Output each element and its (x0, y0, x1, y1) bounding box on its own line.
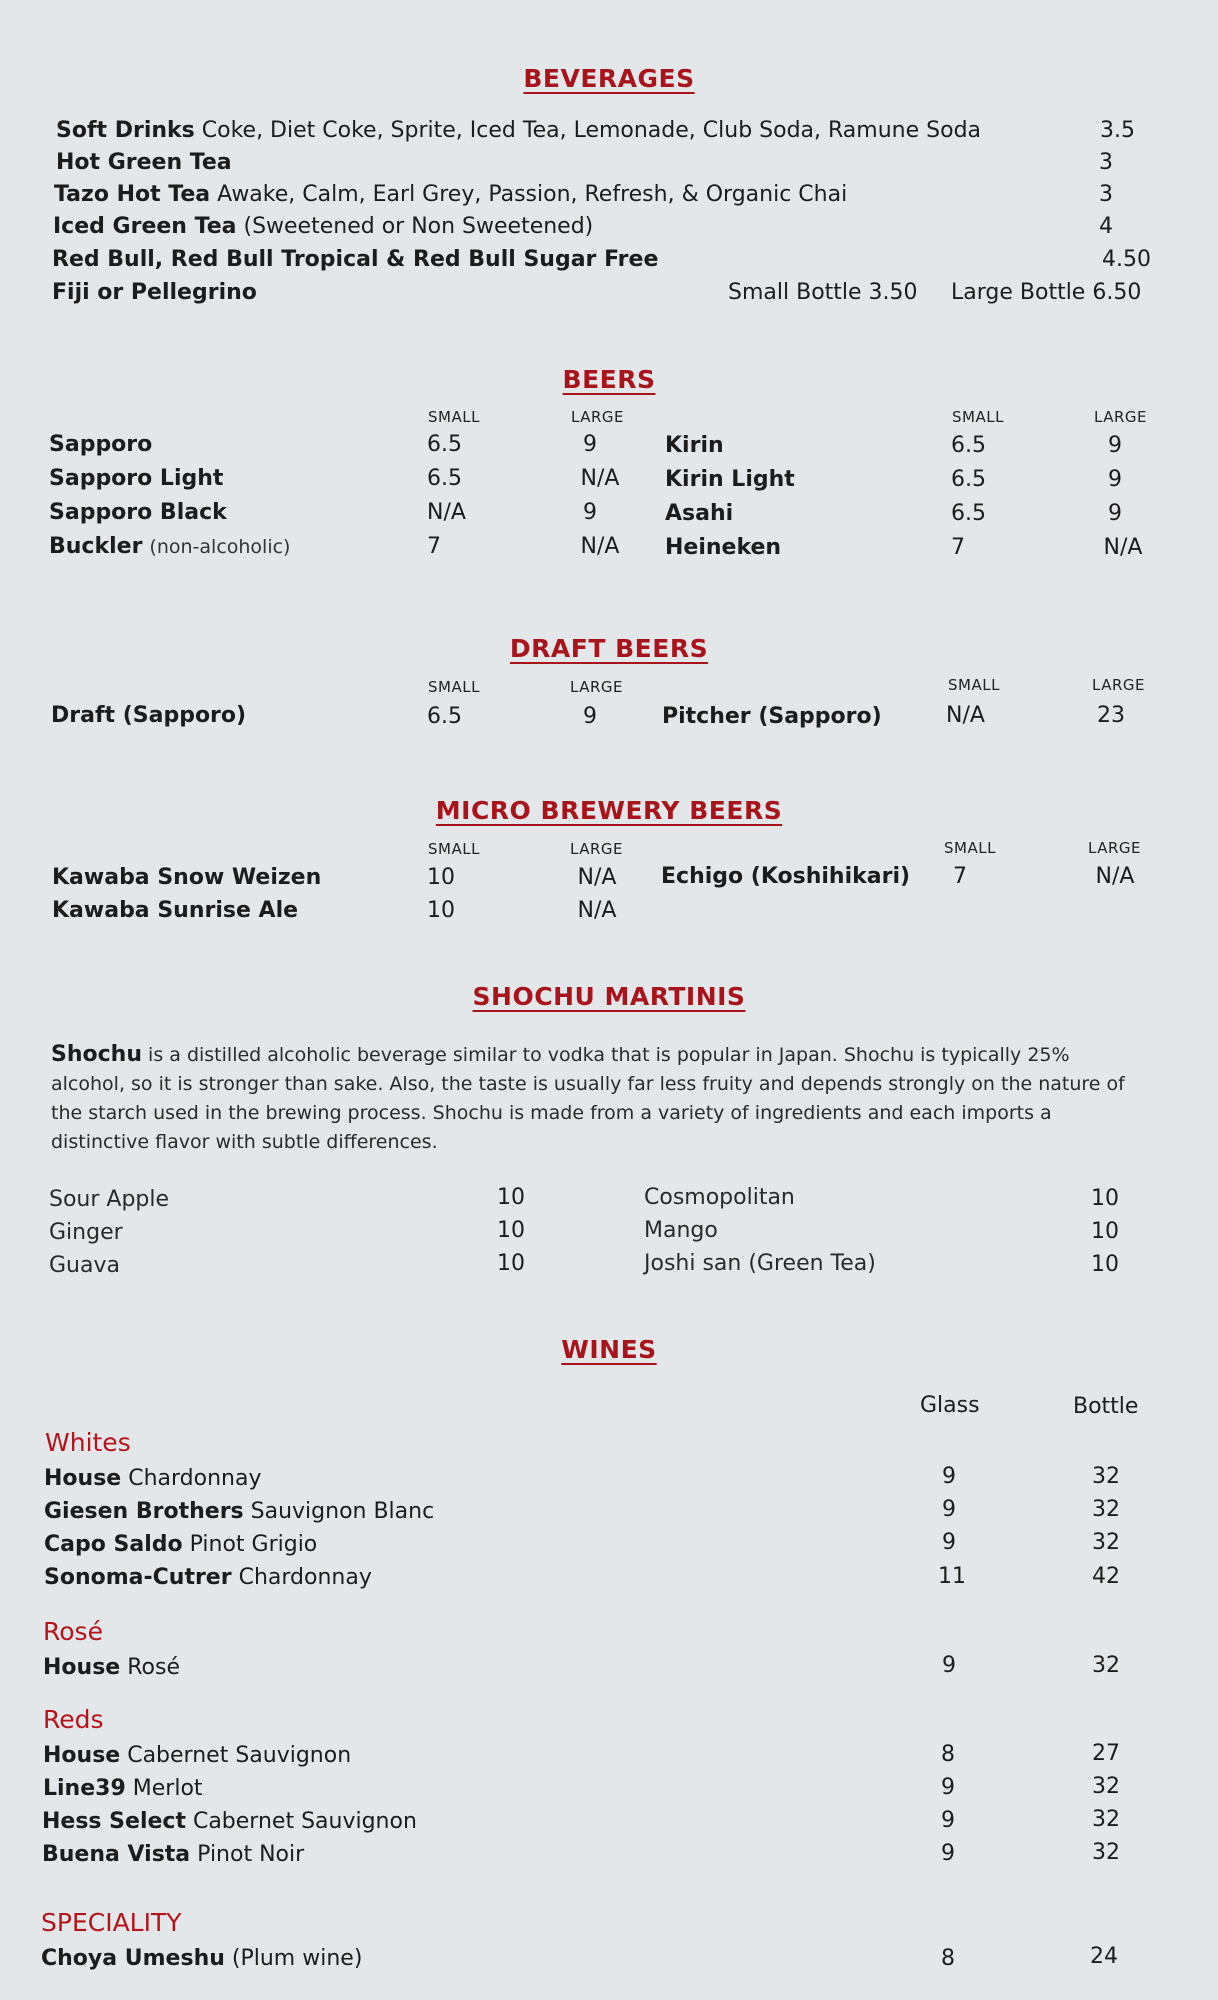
beer-item (49, 431, 152, 459)
martini-price: 10 (1091, 1219, 1119, 1244)
bottle-price: 32 (1092, 1840, 1120, 1865)
wine-brand: Sonoma-Cutrer (44, 1565, 232, 1590)
wine-category-speciality: SPECIALITY (41, 1908, 182, 1937)
wine-category-whites: Whites (45, 1428, 131, 1457)
wine-item (44, 1564, 372, 1592)
wine-variety: Merlot (132, 1776, 203, 1801)
small-price: 7 (951, 535, 965, 560)
large-column-label: LARGE (1094, 408, 1147, 426)
bottle-price: 32 (1092, 1464, 1120, 1489)
item-name: Tazo Hot Tea (54, 182, 211, 207)
item-name: Fiji or Pellegrino (52, 280, 257, 305)
large-price: N/A (577, 898, 617, 923)
item-name: Draft (Sapporo) (51, 703, 247, 728)
martini-price: 10 (497, 1251, 525, 1276)
wine-brand: Buena Vista (42, 1842, 191, 1867)
wine-category-rose: Rosé (43, 1617, 103, 1646)
glass-price: 8 (941, 1946, 955, 1971)
bottle-price: 42 (1092, 1564, 1120, 1589)
wine-brand: Choya Umeshu (41, 1946, 225, 1971)
large-price: N/A (1095, 864, 1135, 889)
wine-brand: House (43, 1655, 121, 1680)
large-column-label: LARGE (1088, 839, 1141, 857)
wine-category-reds: Reds (43, 1705, 104, 1734)
bottle-price: 32 (1092, 1807, 1120, 1832)
small-price: 6.5 (951, 433, 986, 458)
item-name: Red Bull, Red Bull Tropical & Red Bull Sugar Free (52, 247, 659, 272)
item-name: Buckler (49, 534, 143, 559)
martini-name: Mango (644, 1218, 718, 1243)
shochu-description (51, 1040, 1131, 1157)
bottle-column-label: Bottle (1073, 1394, 1139, 1419)
wine-variety: (Plum wine) (231, 1946, 363, 1971)
wine-variety: Chardonnay (128, 1466, 262, 1491)
beverage-item (53, 213, 593, 241)
martini-price: 10 (1091, 1252, 1119, 1277)
martini-name: Guava (49, 1253, 120, 1278)
glass-price: 9 (941, 1841, 955, 1866)
beer-item (49, 533, 290, 561)
item-name: Heineken (665, 535, 782, 560)
item-name: Kawaba Sunrise Ale (52, 898, 299, 923)
small-column-label: SMALL (428, 840, 480, 858)
large-bottle-price: Large Bottle 6.50 (951, 280, 1142, 305)
item-price: 3.5 (1100, 118, 1135, 143)
item-price: 3 (1099, 150, 1113, 175)
item-price: 4 (1099, 214, 1113, 239)
martini-name: Sour Apple (49, 1187, 170, 1212)
wine-item (42, 1841, 304, 1869)
glass-column-label: Glass (920, 1393, 980, 1418)
large-price: 9 (583, 500, 597, 525)
small-bottle-price: Small Bottle 3.50 (728, 280, 918, 305)
beer-item (49, 465, 223, 493)
martini-price: 10 (497, 1218, 525, 1243)
martini-name: Joshi san (Green Tea) (644, 1251, 876, 1276)
item-name: Echigo (Koshihikari) (661, 864, 911, 889)
small-price: 7 (953, 864, 967, 889)
small-column-label: SMALL (948, 676, 1000, 694)
wine-brand: Line39 (43, 1776, 126, 1801)
shochu-term: Shochu (51, 1042, 142, 1067)
wine-variety: Sauvignon Blanc (250, 1499, 435, 1524)
bottle-price: 27 (1092, 1741, 1120, 1766)
item-desc: Coke, Diet Coke, Sprite, Iced Tea, Lemonade, Club Soda, Ramune Soda (201, 118, 982, 143)
wine-brand: Giesen Brothers (44, 1499, 244, 1524)
glass-price: 9 (942, 1464, 956, 1489)
wine-variety: Chardonnay (238, 1565, 372, 1590)
small-price: 6.5 (951, 467, 986, 492)
beverage-item (56, 117, 981, 145)
item-name: Sapporo Black (49, 500, 227, 525)
bottle-price: 32 (1092, 1497, 1120, 1522)
item-name: Sapporo (49, 432, 153, 457)
small-column-label: SMALL (952, 408, 1004, 426)
large-column-label: LARGE (570, 840, 623, 858)
bottle-price: 32 (1092, 1653, 1120, 1678)
wine-variety: Pinot Noir (197, 1842, 305, 1867)
small-column-label: SMALL (428, 408, 480, 426)
micro-brewery-heading: MICRO BREWERY BEERS (435, 796, 783, 825)
large-price: N/A (580, 534, 620, 559)
beverages-heading: BEVERAGES (523, 64, 695, 93)
item-name: Iced Green Tea (53, 214, 237, 239)
martini-name: Cosmopolitan (644, 1185, 795, 1210)
wine-item (43, 1742, 351, 1770)
item-note: (non-alcoholic) (149, 536, 291, 558)
glass-price: 9 (942, 1530, 956, 1555)
glass-price: 11 (938, 1564, 966, 1589)
beers-heading: BEERS (562, 365, 656, 394)
item-desc: (Sweetened or Non Sweetened) (243, 214, 594, 239)
large-price: 9 (1108, 467, 1122, 492)
wine-item (42, 1808, 417, 1836)
large-price: 9 (1108, 501, 1122, 526)
glass-price: 9 (941, 1775, 955, 1800)
small-price: 7 (427, 534, 441, 559)
large-price: N/A (580, 466, 620, 491)
small-price: N/A (946, 703, 985, 728)
large-column-label: LARGE (1092, 676, 1145, 694)
wine-item (44, 1465, 261, 1493)
wine-item (44, 1531, 317, 1559)
item-name: Asahi (665, 501, 734, 526)
wine-variety: Pinot Grigio (189, 1532, 318, 1557)
large-price: 9 (583, 432, 597, 457)
small-price: 6.5 (427, 704, 462, 729)
small-price: 6.5 (427, 466, 462, 491)
item-name: Kirin (665, 433, 724, 458)
large-price: N/A (1103, 535, 1143, 560)
small-price: 10 (427, 865, 455, 890)
small-column-label: SMALL (944, 839, 996, 857)
beer-item (49, 499, 227, 527)
martini-name: Ginger (49, 1220, 123, 1245)
item-name: Sapporo Light (49, 466, 224, 491)
wine-brand: Capo Saldo (44, 1532, 183, 1557)
wine-variety: Cabernet Sauvignon (127, 1743, 352, 1768)
wines-heading: WINES (561, 1335, 657, 1364)
item-name: Kawaba Snow Weizen (52, 865, 322, 890)
bottle-price: 32 (1092, 1530, 1120, 1555)
wine-brand: House (44, 1466, 122, 1491)
wine-variety: Rosé (127, 1655, 180, 1680)
small-price: 6.5 (951, 501, 986, 526)
bottle-price: 32 (1092, 1774, 1120, 1799)
glass-price: 8 (941, 1742, 955, 1767)
shochu-heading: SHOCHU MARTINIS (472, 982, 746, 1011)
large-column-label: LARGE (570, 678, 623, 696)
beverage-item (56, 149, 232, 177)
large-price: N/A (577, 865, 617, 890)
small-price: 6.5 (427, 432, 462, 457)
glass-price: 9 (942, 1497, 956, 1522)
wine-variety: Cabernet Sauvignon (192, 1809, 417, 1834)
draft-beers-heading: DRAFT BEERS (509, 634, 709, 663)
wine-item (44, 1498, 434, 1526)
item-name: Kirin Light (665, 467, 795, 492)
martini-price: 10 (497, 1185, 525, 1210)
small-price: N/A (427, 500, 466, 525)
item-price: 3 (1099, 182, 1113, 207)
bottle-price: 24 (1090, 1944, 1118, 1969)
glass-price: 9 (941, 1808, 955, 1833)
item-name: Pitcher (Sapporo) (662, 704, 882, 729)
item-name: Soft Drinks (56, 118, 195, 143)
wine-brand: House (43, 1743, 121, 1768)
item-desc: Awake, Calm, Earl Grey, Passion, Refresh, & Organic Chai (217, 182, 848, 207)
item-name: Hot Green Tea (56, 150, 232, 175)
large-price: 9 (583, 704, 597, 729)
large-column-label: LARGE (571, 408, 624, 426)
small-price: 10 (427, 898, 455, 923)
glass-price: 9 (942, 1653, 956, 1678)
wine-brand: Hess Select (42, 1809, 186, 1834)
beverage-item (54, 181, 847, 209)
shochu-text: is a distilled alcoholic beverage similar to vodka that is popular in Japan. Shochu is typically 25% alcohol, so it is stronger than sake. Also, the taste is usually far less fruity and depends strongly on the nature of the starch used in the brewing process. Shochu is made from a variety of ingredients and each imports a distinctive flavor with subtle differences. (51, 1044, 1125, 1153)
wine-item (43, 1654, 180, 1682)
small-column-label: SMALL (428, 678, 480, 696)
item-price: 4.50 (1102, 247, 1151, 272)
large-price: 9 (1108, 433, 1122, 458)
large-price: 23 (1097, 703, 1125, 728)
wine-item (41, 1945, 362, 1973)
martini-price: 10 (1091, 1186, 1119, 1211)
wine-item (43, 1775, 203, 1803)
